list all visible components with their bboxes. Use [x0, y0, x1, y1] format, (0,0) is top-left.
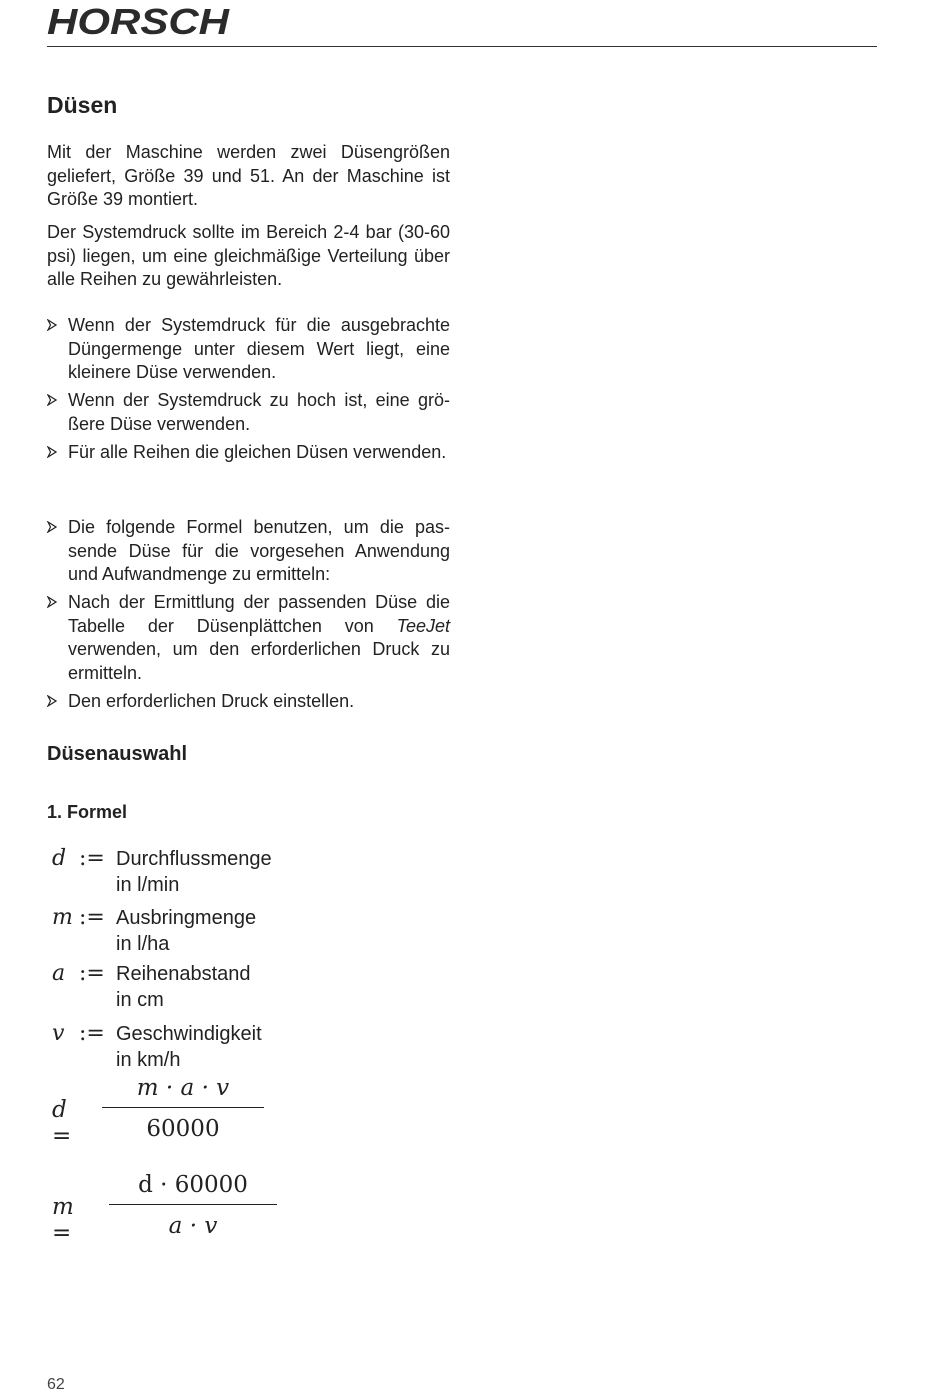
definition-operator: :=	[79, 961, 105, 986]
list-item	[47, 441, 450, 465]
definition-variable: m	[52, 905, 73, 930]
formula-fraction	[102, 1075, 264, 1142]
formula-numerator: m · a · v	[136, 1075, 230, 1101]
formula-lhs: m =	[52, 1194, 74, 1246]
fraction-bar	[109, 1204, 277, 1205]
list-item	[47, 389, 450, 436]
formula-fraction	[109, 1172, 277, 1239]
instruction-list-1	[47, 314, 450, 469]
list-item	[47, 314, 450, 385]
list-item	[47, 690, 450, 714]
definition-variable: v	[52, 1021, 65, 1046]
arrow-bullet-icon	[47, 695, 57, 707]
formula-heading: 1. Formel	[47, 802, 128, 822]
horsch-logo-text: HORSCH	[47, 2, 231, 40]
definition-operator: :=	[79, 905, 105, 930]
list-item-text: Für alle Reihen die gleichen Düsen verwenden.	[68, 441, 447, 462]
arrow-bullet-icon	[47, 521, 57, 533]
definition-text: Ausbringmenge in l/ha	[116, 907, 257, 955]
list-item-text-continued: verwenden, um den erforderlichen Druck zu ermitteln.	[68, 639, 450, 683]
formula-denominator: 60000	[146, 1116, 220, 1142]
arrow-bullet-icon	[47, 446, 57, 458]
arrow-bullet-icon	[47, 596, 57, 608]
definition-text: Durchflussmenge in l/min	[116, 848, 272, 896]
list-item-text: Die folgende Formel benutzen, um die passende Düse für die vorgesehen Anwendung und Aufwandmenge zu ermitteln:	[68, 517, 450, 584]
definition-operator: :=	[79, 1021, 105, 1046]
paragraph-nozzle-sizes: Mit der Maschine werden zwei Düsengrößen geliefert, Größe 39 und 51. An der Maschine ist Größe 39 montiert.	[47, 142, 450, 209]
paragraph-system-pressure: Der Systemdruck sollte im Bereich 2-4 bar (30-60 psi) liegen, um eine gleichmäßige Verteilung über alle Reihen zu gewährleisten.	[47, 222, 450, 289]
arrow-bullet-icon	[47, 319, 57, 331]
arrow-bullet-icon	[47, 394, 57, 406]
subsection-title: Düsenauswahl	[47, 743, 188, 765]
formula-numerator: d · 60000	[138, 1172, 248, 1198]
definition-variable: a	[52, 961, 66, 986]
list-item	[47, 516, 450, 587]
list-item-text: Den erforderlichen Druck einstellen.	[68, 690, 355, 711]
definition-text: Geschwindigkeit in km/h	[116, 1023, 262, 1071]
section-title: Düsen	[47, 92, 118, 118]
header-divider	[47, 46, 877, 47]
list-item-text: Wenn der Systemdruck zu hoch ist, eine größere Düse verwenden.	[68, 390, 450, 434]
formula-lhs: d =	[52, 1097, 72, 1149]
fraction-bar	[102, 1107, 264, 1108]
instruction-list-2	[47, 516, 450, 718]
list-item	[47, 591, 450, 685]
formula-denominator: a · v	[168, 1213, 218, 1239]
teejet-brand-name: TeeJet	[396, 615, 450, 636]
list-item-text: Nach der Ermittlung der passenden Düse die Tabelle der Düsenplättchen von	[68, 592, 450, 636]
page-number: 62	[47, 1376, 65, 1393]
list-item-text: Wenn der Systemdruck für die ausgebrachte Düngermenge unter diesem Wert liegt, eine kleinere Düse verwenden.	[68, 315, 450, 382]
definition-operator: :=	[79, 846, 105, 871]
definition-text: Reihenabstand in cm	[116, 963, 251, 1011]
horsch-logo	[47, 2, 237, 40]
definition-variable: d	[52, 846, 67, 871]
